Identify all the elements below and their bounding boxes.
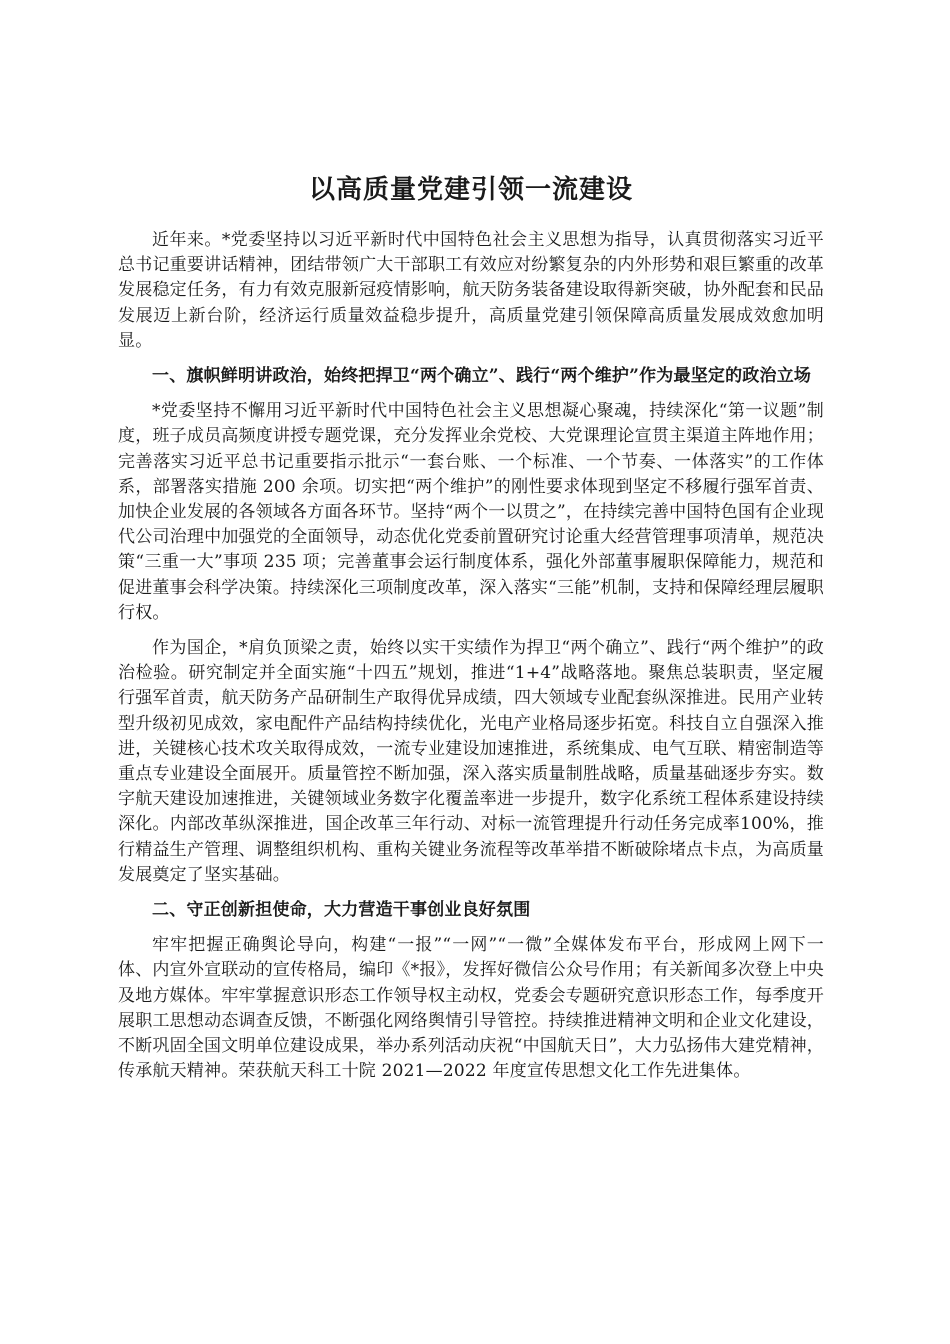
document-page: [118, 168, 824, 1095]
section-1-heading: 一、旗帜鲜明讲政治，始终把捍卫“两个确立”、践行“两个维护”作为最坚定的政治立场: [152, 366, 812, 387]
intro-paragraph: 近年来。*党委坚持以习近平新时代中国特色社会主义思想为指导，认真贯彻落实习近平总书记重要讲话精神，团结带领广大干部职工有效应对纷繁复杂的内外形势和艰巨繁重的改革发展稳定任务，有力有效克服新冠疫情影响，航天防务装备建设取得新突破，协外配套和民品发展迈上新台阶，经济运行质量效益稳步提升，高质量党建引领保障高质量发展成效愈加明显。: [118, 230, 824, 351]
section-1-paragraph-2: 作为国企，*肩负顶梁之责，始终以实干实绩作为捍卫“两个确立”、践行“两个维护”的政治检验。研究制定并全面实施“十四五”规划，推进“1+4”战略落地。聚焦总装职责，坚定履行强军首责，航天防务产品研制生产取得优异成绩，四大领域专业配套纵深推进。民用产业转型升级初见成效，家电配件产品结构持续优化，光电产业格局逐步拓宽。科技自立自强深入推进，关键核心技术攻关取得成效，一流专业建设加速推进，系统集成、电气互联、精密制造等重点专业建设全面展开。质量管控不断加强，深入落实质量制胜战略，质量基础逐步夯实。数字航天建设加速推进，关键领域业务数字化覆盖率进一步提升，数字化系统工程体系建设持续深化。内部改革纵深推进，国企改革三年行动、对标一流管理提升行动任务完成率100%，推行精益生产管理、调整组织机构、重构关键业务流程等改革举措不断破除堵点卡点，为高质量发展奠定了坚实基础。: [118, 638, 824, 885]
section-2-heading: 二、守正创新担使命，大力营造干事创业良好氛围: [152, 900, 531, 921]
document-title: 以高质量党建引领一流建设: [308, 175, 633, 205]
section-2-paragraph-1: 牢牢把握正确舆论导向，构建“一报”“一网”“一微”全媒体发布平台，形成网上网下一体、内宣外宣联动的宣传格局，编印《*报》，发挥好微信公众号作用；有关新闻多次登上中央及地方媒体。牢牢掌握意识形态工作领导权主动权，党委会专题研究意识形态工作，每季度开展职工思想动态调查反馈，不断强化网络舆情引导管控。持续推进精神文明和企业文化建设，不断巩固全国文明单位建设成果，举办系列活动庆祝“中国航天日”，大力弘扬伟大建党精神，传承航天精神。荣获航天科工十院 2021—2022 年度宣传思想文化工作先进集体。: [118, 935, 824, 1082]
section-1-paragraph-1: *党委坚持不懈用习近平新时代中国特色社会主义思想凝心聚魂，持续深化“第一议题”制度，班子成员高频度讲授专题党课，充分发挥业余党校、大党课理论宣贯主渠道主阵地作用；完善落实习近平总书记重要指示批示“一套台账、一个标准、一个节奏、一体落实”的工作体系，部署落实措施 200 余项。切实把“两个维护”的刚性要求体现到坚定不移履行强军首责、加快企业发展的各领域各方面各环节。坚持“两个一以贯之”，在持续完善中国特色国有企业现代公司治理中加强党的全面领导，动态优化党委前置研究讨论重大经营管理事项清单，规范决策“三重一大”事项 235 项；完善董事会运行制度体系，强化外部董事履职保障能力，规范和促进董事会科学决策。持续深化三项制度改革，深入落实“三能”机制，支持和保障经理层履职行权。: [118, 401, 824, 623]
